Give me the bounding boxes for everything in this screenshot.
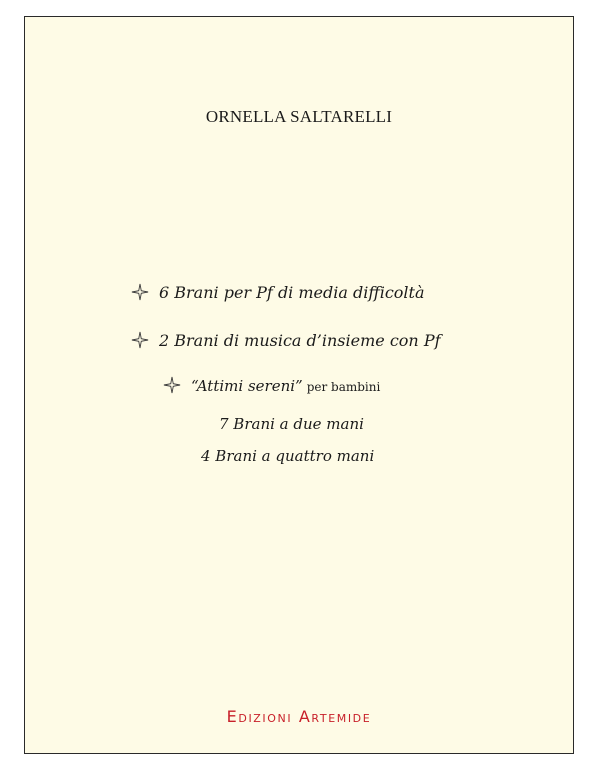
- work-item-1-text: 6 Brani per Pf di media difficoltà: [159, 283, 425, 302]
- work-item-2: [131, 331, 441, 350]
- work-item-2-text: 2 Brani di musica d’insieme con Pf: [159, 331, 441, 350]
- work-item-3-note: per bambini: [306, 380, 381, 394]
- four-point-star-icon: [131, 283, 149, 301]
- book-cover: [24, 16, 574, 754]
- work-item-3-title: “Attimi sereni”: [191, 377, 303, 395]
- sub-item-2: 4 Brani a quattro mani: [201, 447, 375, 465]
- four-point-star-icon: [163, 376, 181, 394]
- sub-item-1: 7 Brani a due mani: [219, 415, 364, 433]
- four-point-star-icon: [131, 331, 149, 349]
- author-name: ORNELLA SALTARELLI: [205, 107, 393, 126]
- work-item-1: [131, 283, 425, 302]
- publisher-name: Edizioni Artemide: [226, 707, 372, 726]
- work-item-3: [163, 376, 380, 395]
